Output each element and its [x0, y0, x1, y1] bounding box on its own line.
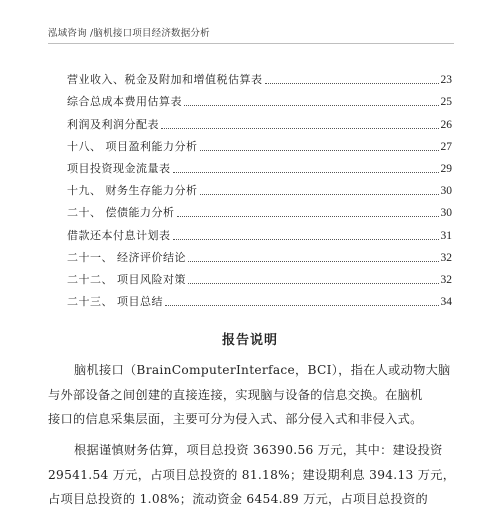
toc-entry[interactable] — [67, 87, 452, 109]
toc-entry-label: 借款还本付息计划表 — [67, 228, 171, 242]
toc-leader-dots — [200, 150, 439, 151]
toc-entry[interactable] — [67, 109, 452, 131]
toc-entry-page: 34 — [440, 296, 452, 309]
paragraph-line: 脑机接口（BrainComputerInterface，BCI），指在人或动物大脑 — [74, 363, 451, 377]
toc-entry-page: 27 — [440, 140, 452, 153]
toc-entry-page: 30 — [440, 207, 452, 220]
toc-entry-label: 利润及利润分配表 — [67, 117, 159, 131]
toc-leader-dots — [200, 194, 439, 195]
report-paragraph-intro — [48, 358, 458, 432]
toc-entry-page: 32 — [440, 251, 452, 264]
toc-entry-label: 综合总成本费用估算表 — [67, 95, 182, 109]
toc-entry[interactable] — [67, 176, 452, 198]
paragraph-line: 接口的信息采集层面，主要可分为侵入式、部分侵入式和非侵入式。 — [48, 412, 423, 426]
toc-entry[interactable] — [67, 265, 452, 287]
paragraph-line: 根据谨慎财务估算，项目总投资 36390.56 万元，其中：建设投资 — [74, 443, 443, 457]
toc-entry[interactable] — [67, 287, 452, 309]
paragraph-line: 与外部设备之间创建的直接连接，实现脑与设备的信息交换。在脑机 — [48, 387, 423, 402]
toc-entry-page: 26 — [440, 118, 452, 131]
toc-leader-dots — [188, 261, 439, 262]
toc-entry-page: 29 — [440, 162, 452, 175]
toc-entry[interactable] — [67, 198, 452, 220]
toc-entry-page: 30 — [440, 185, 452, 198]
toc-entry-label: 营业收入、税金及附加和增值税估算表 — [67, 73, 263, 87]
toc-entry-label: 二十三、 项目总结 — [67, 295, 163, 309]
toc-entry-label: 十九、 财务生存能力分析 — [67, 184, 198, 198]
toc-entry-label: 项目投资现金流量表 — [67, 161, 171, 175]
toc-entry-label: 二十二、 项目风险对策 — [67, 272, 186, 286]
paragraph-line: 29541.54 万元，占项目总投资的 81.18%；建设期利息 394.13 万元， — [48, 467, 456, 482]
toc-leader-dots — [165, 305, 439, 306]
toc-entry-page: 32 — [440, 273, 452, 286]
toc-entry-label: 二十一、 经济评价结论 — [67, 250, 186, 264]
toc-entry-page: 31 — [440, 229, 452, 242]
table-of-contents — [67, 65, 452, 309]
section-title: 报告说明 — [221, 333, 278, 348]
toc-entry-page: 25 — [440, 96, 452, 109]
report-paragraph-investment — [48, 438, 458, 512]
toc-leader-dots — [265, 83, 439, 84]
toc-entry[interactable] — [67, 65, 452, 87]
page-header: 泓域咨询 /脑机接口项目经济数据分析 — [48, 28, 210, 39]
toc-entry[interactable] — [67, 132, 452, 154]
paragraph-line: 占项目总投资的 1.08%；流动资金 6454.89 万元，占项目总投资的 — [48, 492, 428, 506]
toc-entry[interactable] — [67, 243, 452, 265]
toc-leader-dots — [161, 128, 439, 129]
toc-entry[interactable] — [67, 154, 452, 176]
toc-leader-dots — [184, 105, 439, 106]
toc-entry-label: 十八、 项目盈利能力分析 — [67, 139, 198, 153]
toc-entry-page: 23 — [440, 74, 452, 87]
toc-leader-dots — [173, 172, 439, 173]
toc-leader-dots — [188, 283, 439, 284]
header-divider — [48, 43, 454, 44]
toc-entry[interactable] — [67, 220, 452, 242]
toc-leader-dots — [177, 216, 439, 217]
toc-entry-label: 二十、 偿债能力分析 — [67, 206, 175, 220]
toc-leader-dots — [173, 239, 439, 240]
